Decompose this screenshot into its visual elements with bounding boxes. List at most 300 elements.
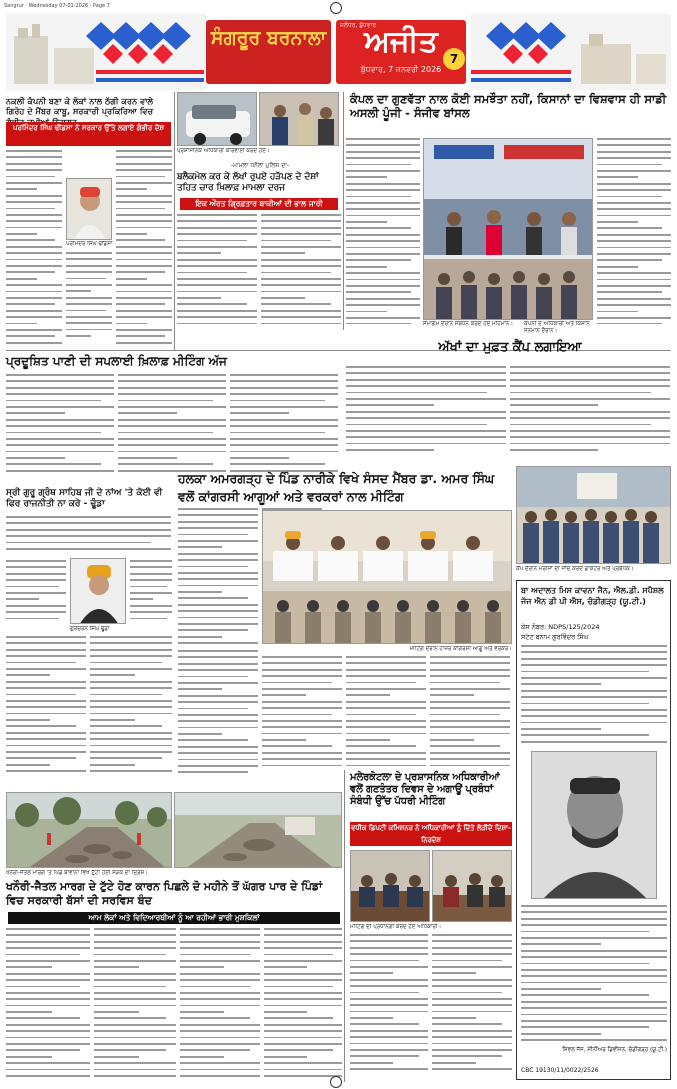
body-text-line [521, 671, 649, 673]
body-text-line [597, 227, 662, 229]
body-text-line [430, 688, 510, 690]
body-text-line [261, 214, 341, 216]
body-text-line [261, 310, 341, 312]
body-text-line [116, 233, 147, 235]
story3-column-1 [346, 138, 420, 324]
body-text-line [6, 1043, 90, 1045]
body-text-line [597, 151, 671, 153]
body-text-line [178, 514, 258, 516]
body-text-line [597, 176, 638, 178]
body-text-line [346, 304, 420, 306]
story9-photo-road-2 [174, 792, 342, 868]
body-text-line [262, 662, 342, 664]
body-text-line [432, 940, 512, 942]
body-text-line [116, 316, 172, 318]
story8-column-1 [350, 934, 428, 1078]
body-text-line [6, 310, 62, 312]
body-text-line [6, 1005, 90, 1007]
body-text-line [350, 940, 428, 942]
body-text-line [346, 688, 426, 690]
body-text-line [346, 752, 426, 754]
body-text-line [6, 1069, 90, 1071]
body-text-line [262, 745, 332, 747]
body-text-line [6, 169, 62, 171]
body-text-line [90, 687, 172, 689]
body-text-line [116, 342, 172, 344]
body-text-line [177, 252, 221, 254]
body-text-line [261, 278, 341, 280]
body-text-line [262, 682, 332, 684]
body-text-line [230, 438, 338, 440]
body-text-line [116, 297, 172, 299]
body-text-line [6, 457, 65, 459]
body-text-line [521, 1014, 667, 1016]
body-text-line [264, 1049, 333, 1051]
story2-headline: ਬਲੈਕਮੇਲ ਕਰ ਕੇ ਲੱਖਾਂ ਰੁਪਏ ਹੜੱਪਣ ਦੇ ਦੋਸ਼ਾਂ ਤਹਿਤ ਚਾਰ ਖ਼ਿਲਾਫ਼ ਮਾਮਲਾ ਦਰਜ [177, 172, 319, 193]
body-text-line [118, 374, 226, 376]
body-text-line [6, 163, 62, 165]
body-text-line [118, 425, 226, 427]
body-text-line [346, 183, 420, 185]
body-text-line [262, 675, 342, 677]
story7-column-3 [262, 656, 342, 766]
body-text-line [510, 385, 670, 387]
body-text-line [346, 669, 426, 671]
body-text-line [346, 234, 420, 236]
body-text-line [6, 1062, 90, 1064]
body-text-line [430, 694, 474, 696]
body-text-line [521, 696, 667, 698]
body-text-line [178, 669, 258, 671]
body-text-line [510, 379, 670, 381]
body-text-line [6, 713, 86, 715]
body-text-line [350, 1036, 428, 1038]
story6-column-top [6, 516, 171, 556]
body-text-line [66, 252, 112, 254]
body-text-line [177, 259, 257, 261]
body-text-line [66, 265, 112, 267]
body-text-line [264, 1043, 342, 1045]
body-text-line [116, 265, 172, 267]
body-text-line [346, 366, 506, 368]
body-text-line [346, 298, 420, 300]
body-text-line [597, 234, 671, 236]
body-text-line [521, 924, 667, 926]
body-text-line [94, 998, 176, 1000]
body-text-line [230, 406, 338, 408]
body-text-line [6, 566, 66, 568]
body-text-line [597, 247, 671, 249]
body-text-line [521, 1020, 667, 1022]
body-text-line [261, 323, 341, 325]
body-text-line [178, 553, 258, 555]
body-text-line [261, 246, 341, 248]
story1-subhead: ਪਰਮਿੰਦਰ ਸਿੰਘ ਢੀਂਡਸਾ ਨੇ ਸਰਕਾਰ ਉੱਤੇ ਲਗਾਏ ਗੰਭੀਰ ਦੋਸ਼ [6, 122, 171, 146]
body-text-line [6, 757, 76, 759]
story5-column-1 [346, 366, 506, 464]
body-text-line [116, 239, 165, 241]
body-text-line [346, 682, 416, 684]
body-text-line [6, 380, 114, 382]
body-text-line [177, 297, 221, 299]
body-text-line [230, 393, 338, 395]
body-text-line [6, 934, 90, 936]
body-text-line [180, 1075, 260, 1077]
body-text-line [432, 998, 512, 1000]
body-text-line [177, 265, 257, 267]
story4-column-3 [230, 374, 338, 484]
body-text-line [6, 1056, 52, 1058]
court-notice-section: ਸਟੇਟ ਬਨਾਮ ਗੁਰਵਿੰਦਰ ਸਿੰਘ [521, 633, 589, 641]
body-text-line [521, 645, 667, 647]
body-text-line [94, 1017, 166, 1019]
body-text-line [264, 979, 342, 981]
body-text-line [94, 1030, 176, 1032]
body-text-line [116, 188, 147, 190]
body-text-line [90, 655, 172, 657]
body-text-line [66, 278, 106, 280]
body-text-line [264, 1062, 342, 1064]
body-text-line [90, 668, 172, 670]
body-text-line [521, 943, 601, 945]
story8-column-2 [432, 934, 512, 1078]
body-text-line [116, 214, 172, 216]
body-text-line [597, 157, 671, 159]
body-text-line [262, 752, 342, 754]
body-text-line [261, 291, 341, 293]
body-text-line [264, 1030, 342, 1032]
body-text-line [94, 966, 139, 968]
body-text-line [6, 732, 86, 734]
body-text-line [230, 412, 289, 414]
body-text-line [346, 323, 411, 324]
body-text-line [6, 954, 80, 956]
body-text-line [346, 196, 411, 198]
body-text-line [178, 714, 258, 716]
body-text-line [94, 1043, 176, 1045]
body-text-line [432, 985, 512, 987]
body-text-line [230, 432, 325, 434]
body-text-line [430, 739, 474, 741]
body-text-line [346, 240, 420, 242]
body-text-line [6, 681, 86, 683]
body-text-line [178, 566, 248, 568]
paper-name: ਅਜੀਤ [364, 24, 438, 59]
body-text-line [6, 764, 50, 766]
body-text-line [346, 157, 420, 159]
body-text-line [6, 642, 86, 644]
body-text-line [430, 701, 510, 703]
body-text-line [264, 1011, 307, 1013]
body-text-line [6, 335, 55, 337]
story2-column-1 [177, 214, 257, 328]
body-text-line [597, 298, 671, 300]
body-text-line [510, 411, 670, 413]
body-text-line [346, 176, 387, 178]
body-text-line [90, 642, 172, 644]
body-text-line [178, 559, 258, 561]
court-notice-case: ਕੇਸ ਨੰਬਰ: NDPS/125/2024 [521, 623, 600, 631]
body-text-line [262, 669, 342, 671]
body-text-line [116, 329, 172, 331]
body-text-line [230, 457, 289, 459]
body-text-line [6, 432, 101, 434]
body-text-line [6, 751, 86, 753]
body-text-line [264, 1069, 342, 1071]
body-text-line [90, 725, 162, 727]
body-text-line [118, 400, 213, 402]
body-text-line [521, 1026, 649, 1028]
court-notice [516, 580, 671, 1080]
body-text-line [6, 960, 90, 962]
body-text-line [346, 733, 426, 735]
body-text-line [6, 463, 101, 465]
body-text-line [430, 765, 510, 766]
body-text-line [6, 579, 66, 581]
body-text-line [177, 323, 257, 325]
body-text-line [430, 662, 510, 664]
story1-portrait [66, 178, 112, 240]
body-text-line [178, 636, 222, 638]
body-text-line [90, 694, 162, 696]
body-text-line [180, 954, 250, 956]
body-text-line [521, 950, 667, 952]
body-text-line [94, 973, 176, 975]
body-text-line [94, 928, 176, 930]
story6-headline: ਸ੍ਰੀ ਗੁਰੂ ਗ੍ਰੰਥ ਸਾਹਿਬ ਜੀ ਦੇ ਨਾਂਅ 'ਤੇ ਕੋਈ ਵੀ ਫਿਰ ਰਾਜਨੀਤੀ ਨਾ ਕਰੇ - ਢੂੰਡਾ [6, 488, 163, 510]
body-text-line [90, 674, 135, 676]
body-text-line [261, 233, 341, 235]
body-text-line [346, 745, 416, 747]
body-text-line [346, 720, 426, 722]
body-text-line [521, 703, 649, 705]
body-text-line [350, 1004, 428, 1006]
body-text-line [178, 708, 248, 710]
body-text-line [6, 387, 114, 389]
body-text-line [262, 707, 342, 709]
body-text-line [6, 1024, 90, 1026]
body-text-line [66, 316, 112, 318]
story6-column-1 [6, 560, 66, 630]
body-text-line [597, 164, 662, 166]
body-text-line [350, 953, 428, 955]
body-text-line [94, 941, 176, 943]
story2-photo-vehicle [177, 92, 257, 146]
body-text-line [432, 1062, 476, 1064]
body-text-line [264, 992, 342, 994]
body-text-line [350, 992, 419, 994]
body-text-line [264, 928, 342, 930]
issue-date: ਬੁੱਧਵਾਰ, 7 ਜਨਵਰੀ 2026 [360, 65, 442, 74]
column-rule [174, 92, 175, 350]
body-text-line [6, 655, 86, 657]
body-text-line [350, 947, 428, 949]
body-text-line [510, 430, 670, 432]
body-text-line [432, 972, 476, 974]
body-text-line [230, 419, 338, 421]
body-text-line [6, 156, 62, 158]
body-text-line [130, 605, 172, 607]
body-text-line [262, 765, 342, 766]
body-text-line [430, 714, 500, 716]
body-text-line [510, 449, 598, 451]
body-text-line [177, 220, 257, 222]
body-text-line [430, 752, 510, 754]
court-notice-body-bottom [521, 905, 667, 1045]
body-text-line [346, 436, 506, 438]
body-text-line [521, 734, 649, 736]
body-text-line [230, 380, 338, 382]
body-text-line [264, 998, 342, 1000]
body-text-line [346, 372, 506, 374]
body-text-line [510, 372, 670, 374]
body-text-line [94, 1024, 176, 1026]
body-text-line [178, 733, 222, 735]
body-text-line [521, 975, 667, 977]
body-text-line [130, 586, 167, 588]
story7-photo-caption: ਮੀਟਿੰਗ ਦੌਰਾਨ ਹਾਜ਼ਰ ਕਾਂਗਰਸੀ ਆਗੂ ਅਤੇ ਵਰਕਰ। [409, 646, 512, 652]
court-notice-body-top [521, 645, 667, 745]
body-text-line [116, 220, 172, 222]
body-text-line [94, 992, 176, 994]
body-text-line [180, 1011, 224, 1013]
body-text-line [90, 732, 172, 734]
body-text-line [430, 726, 510, 728]
body-text-line [346, 385, 506, 387]
body-text-line [178, 650, 258, 652]
print-info: Sangrur · Wednesday 07-01-2026 · Page 7 [4, 3, 110, 9]
story8-photo-2 [432, 850, 512, 922]
body-text-line [262, 739, 306, 741]
body-text-line [6, 208, 55, 210]
story8-photo-1 [350, 850, 430, 922]
body-text-line [177, 291, 257, 293]
body-text-line [521, 677, 667, 679]
body-text-line [521, 664, 667, 666]
body-text-line [597, 253, 671, 255]
body-text-line [6, 425, 114, 427]
body-text-line [597, 138, 671, 140]
body-text-line [6, 239, 55, 241]
body-text-line [116, 169, 172, 171]
body-text-line [90, 738, 172, 740]
body-text-line [178, 688, 222, 690]
body-text-line [178, 695, 258, 697]
body-text-line [261, 284, 341, 286]
body-text-line [178, 540, 258, 542]
body-text-line [180, 960, 260, 962]
body-text-line [346, 404, 434, 406]
body-text-line [6, 947, 90, 949]
body-text-line [90, 649, 172, 651]
edition-place: ਸੰਗਰੂਰ ਬਰਨਾਲਾ [206, 20, 331, 84]
body-text-line [6, 649, 86, 651]
story3-caption-2: ਕੰਪਨੀ ਦੇ ਅਧਿਕਾਰੀ ਅਤੇ ਕਿਸਾਨ ਸਨਮਾਨ ਦੌਰਾਨ। [524, 321, 590, 334]
story2-column-2 [261, 214, 341, 328]
body-text-line [6, 611, 66, 613]
body-text-line [264, 941, 342, 943]
story1-column-1 [6, 150, 62, 348]
registration-mark [330, 1076, 342, 1088]
body-text-line [178, 508, 258, 510]
body-text-line [6, 233, 37, 235]
body-text-line [118, 457, 177, 459]
body-text-line [180, 1017, 250, 1019]
body-text-line [6, 560, 66, 562]
body-text-line [6, 188, 37, 190]
body-text-line [180, 1037, 260, 1039]
body-text-line [178, 578, 258, 580]
body-text-line [94, 1049, 166, 1051]
body-text-line [230, 374, 338, 376]
body-text-line [177, 233, 257, 235]
body-text-line [94, 1005, 176, 1007]
body-text-line [510, 443, 670, 445]
story2-kicker: -ਮਾਮਲਾ ਧਨੌਲਾ ਪੁਲਿਸ ਦਾ- [230, 162, 290, 169]
body-text-line [521, 1033, 601, 1035]
body-text-line [346, 424, 487, 426]
body-text-line [346, 170, 420, 172]
story3-photo-event [423, 138, 593, 320]
story6-column-4 [90, 636, 172, 786]
body-text-line [430, 733, 510, 735]
body-text-line [66, 258, 112, 260]
body-text-line [432, 1017, 476, 1019]
body-text-line [261, 252, 305, 254]
body-text-line [130, 560, 172, 562]
body-text-line [90, 662, 162, 664]
body-text-line [6, 973, 90, 975]
body-text-line [230, 451, 338, 453]
body-text-line [90, 770, 172, 772]
body-text-line [346, 272, 420, 274]
body-text-line [118, 438, 226, 440]
body-text-line [261, 227, 341, 229]
body-text-line [6, 329, 62, 331]
body-text-line [521, 956, 667, 958]
body-text-line [178, 656, 258, 658]
body-text-line [116, 323, 147, 325]
body-text-line [6, 928, 90, 930]
body-text-line [350, 985, 428, 987]
body-text-line [6, 592, 66, 594]
body-text-line [262, 701, 342, 703]
body-text-line [521, 722, 667, 724]
body-text-line [264, 947, 342, 949]
body-text-line [116, 310, 172, 312]
body-text-line [346, 411, 506, 413]
body-text-line [262, 733, 342, 735]
body-text-line [510, 404, 598, 406]
body-text-line [180, 1005, 260, 1007]
body-text-line [521, 651, 667, 653]
body-text-line [180, 1062, 260, 1064]
body-text-line [6, 297, 62, 299]
body-text-line [66, 284, 112, 286]
body-text-line [130, 579, 172, 581]
story6-column-3 [6, 636, 86, 786]
body-text-line [230, 463, 325, 465]
story9-column-2 [94, 928, 176, 1080]
body-text-line [6, 618, 59, 620]
story9-photo-caption: ਖਨੌਰੀ-ਜੈਤਲ ਮਾਰਗ 'ਤੇ ਪਿੰਡ ਬਾਵਾਨਾ ਵਿਖੇ ਟੁੱਟੀ ਹੋਈ ਸੜਕ ਦਾ ਦ੍ਰਿਸ਼। [6, 870, 148, 876]
body-text-line [6, 522, 171, 524]
body-text-line [346, 392, 487, 394]
story1-column-2 [116, 150, 172, 348]
body-text-line [346, 291, 411, 293]
body-text-line [346, 311, 387, 313]
body-text-line [262, 694, 306, 696]
